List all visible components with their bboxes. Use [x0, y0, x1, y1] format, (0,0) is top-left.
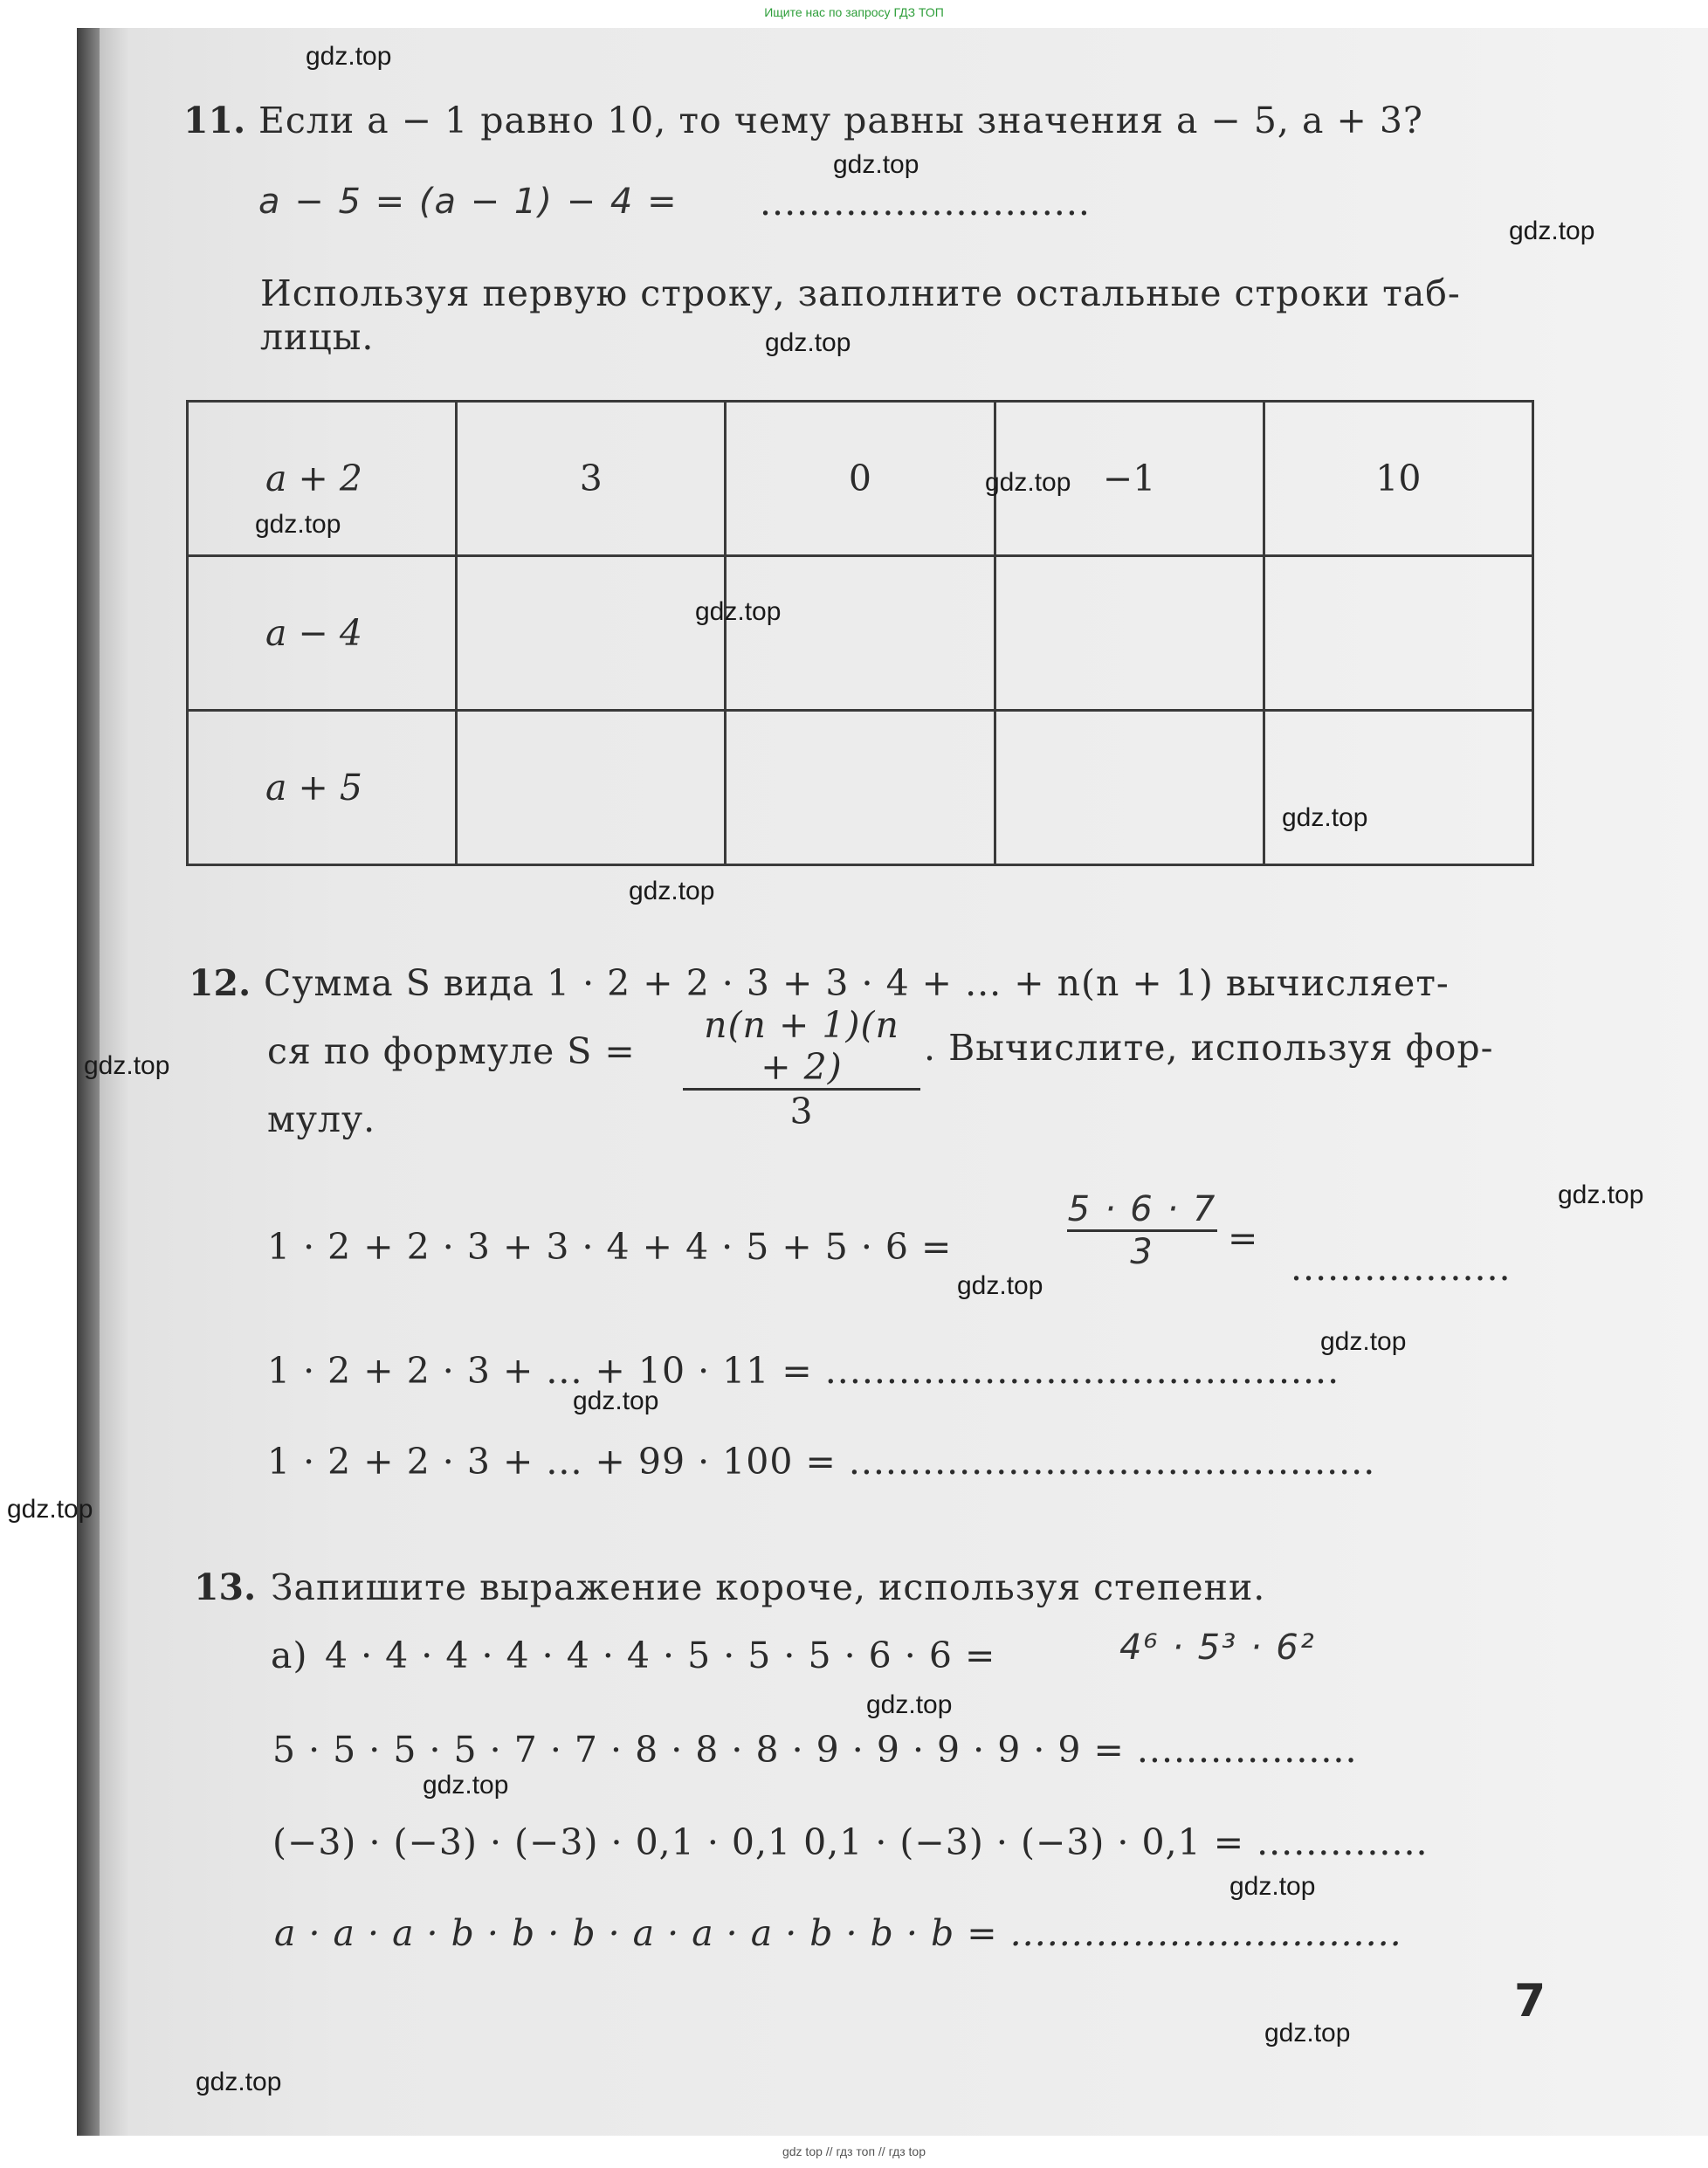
watermark: gdz.top: [255, 510, 341, 539]
watermark: gdz.top: [7, 1495, 93, 1524]
task-11-number: 11.: [183, 100, 246, 141]
watermark: gdz.top: [695, 597, 782, 626]
formula-denominator: 3: [789, 1091, 814, 1132]
task-11-answer-blank: ...........................: [760, 182, 1091, 224]
task-12-number: 12.: [189, 962, 251, 1004]
calc-3-line: 1 · 2 + 2 · 3 + ... + 99 · 100 = ...........................................: [267, 1441, 1376, 1483]
task-12-line-2-suffix: . Вычислите, используя фор-: [924, 1027, 1494, 1069]
table-cell-empty[interactable]: [995, 556, 1264, 711]
table-cell-empty[interactable]: [457, 711, 726, 865]
watermark: gdz.top: [423, 1771, 509, 1800]
table-row: [188, 556, 1533, 711]
watermark: gdz.top: [866, 1690, 953, 1719]
calc-1-hand-numerator: 5 · 6 · 7: [1067, 1189, 1217, 1229]
watermark: gdz.top: [1320, 1327, 1407, 1356]
table-cell: 3: [457, 402, 726, 556]
table-cell: 0: [726, 402, 995, 556]
watermark: gdz.top: [833, 150, 919, 179]
task-11-handwritten-line: a − 5 = (a − 1) − 4 =: [258, 182, 678, 222]
watermark: gdz.top: [957, 1271, 1043, 1300]
calc-1-handwritten-fraction: [1067, 1189, 1217, 1272]
task-13-a-handwritten-answer: 4⁶ · 5³ · 6²: [1119, 1628, 1316, 1668]
task-13-line-3: (−3) · (−3) · (−3) · 0,1 · 0,1 0,1 · (−3) · (−3) · 0,1 = ..............: [272, 1821, 1429, 1863]
table-row: [188, 711, 1533, 865]
calc-1-hand-denominator: 3: [1130, 1232, 1154, 1272]
task-12-line-1: Сумма S вида 1 · 2 + 2 · 3 + 3 · 4 + ... + n(n + 1) вычисляет-: [264, 962, 1450, 1004]
task-12-line-3: мулу.: [267, 1098, 376, 1140]
table-row-label: a + 5: [188, 711, 457, 865]
task-12-line-2-prefix: ся по формуле S =: [267, 1030, 636, 1072]
watermark: gdz.top: [1229, 1872, 1316, 1901]
calc-2-line: 1 · 2 + 2 · 3 + ... + 10 · 11 = ..........................................: [267, 1350, 1340, 1392]
watermark: gdz.top: [1282, 803, 1368, 832]
table-row: [188, 402, 1533, 556]
watermark: gdz.top: [765, 328, 851, 357]
watermark: gdz.top: [629, 877, 715, 905]
book-spine: [77, 28, 100, 2136]
table-row-label: a − 4: [188, 556, 457, 711]
top-banner: Ищите нас по запросу ГДЗ ТОП: [764, 5, 944, 19]
table-cell-empty[interactable]: [1264, 556, 1532, 711]
task-13-question: Запишите выражение короче, используя степени.: [271, 1566, 1266, 1608]
task-13-line-4: a · a · a · b · b · b · a · a · a · b · b · b = ................................: [274, 1912, 1402, 1954]
watermark: gdz.top: [573, 1387, 659, 1415]
page-number: 7: [1514, 1975, 1546, 2027]
watermark: gdz.top: [196, 2068, 282, 2096]
table-cell-empty[interactable]: [457, 556, 726, 711]
formula-fraction: [683, 1004, 920, 1132]
task-13-line-2: 5 · 5 · 5 · 5 · 7 · 7 · 8 · 8 · 8 · 9 · 9 · 9 · 9 · 9 = ..................: [272, 1729, 1358, 1771]
watermark: gdz.top: [1264, 2019, 1351, 2048]
calc-1-equals: =: [1228, 1217, 1259, 1259]
watermark: gdz.top: [1558, 1180, 1644, 1209]
bottom-banner: gdz top // гдз топ // гдз top: [782, 2144, 926, 2158]
watermark: gdz.top: [1509, 217, 1595, 245]
task-11-question: Если a − 1 равно 10, то чему равны значения a − 5, a + 3?: [258, 100, 1423, 141]
task-11-instruction-line-2: лицы.: [260, 316, 375, 358]
calc-1-expression: 1 · 2 + 2 · 3 + 3 · 4 + 4 · 5 + 5 · 6 =: [267, 1226, 953, 1268]
table-cell-empty[interactable]: [726, 711, 995, 865]
table-cell-empty[interactable]: [726, 556, 995, 711]
table-row-label: a + 2: [188, 402, 457, 556]
task-13-a-label: а): [271, 1635, 308, 1676]
table-cell: 10: [1264, 402, 1532, 556]
watermark: gdz.top: [985, 468, 1071, 497]
table-cell-empty[interactable]: [1264, 711, 1532, 865]
task-13-number: 13.: [194, 1566, 257, 1608]
values-table: [186, 400, 1534, 866]
watermark: gdz.top: [306, 42, 392, 71]
task-11-instruction-line-1: Используя первую строку, заполните остальные строки таб-: [260, 272, 1461, 314]
task-13-a-expression: 4 · 4 · 4 · 4 · 4 · 4 · 5 · 5 · 5 · 6 · 6 =: [325, 1635, 996, 1676]
table-cell: −1: [995, 402, 1264, 556]
calc-1-blank: ..................: [1291, 1247, 1512, 1289]
table-cell-empty[interactable]: [995, 711, 1264, 865]
formula-numerator: n(n + 1)(n + 2): [704, 1004, 899, 1088]
watermark: gdz.top: [84, 1051, 170, 1080]
